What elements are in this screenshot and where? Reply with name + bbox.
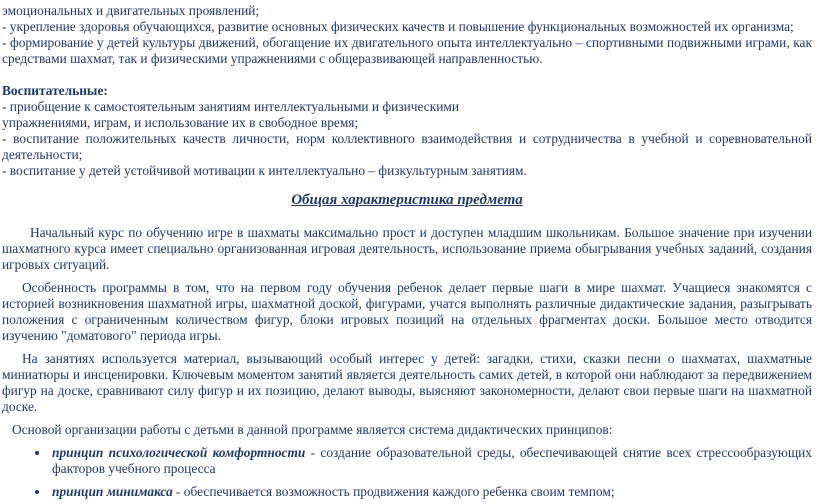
paragraph-didactic-principles: Основой организации работы с детьми в данной программе является система дидактических принципов: — [12, 422, 613, 437]
paragraph-lesson-material: На занятиях используется материал, вызывающий особый интерес у детей: загадки, стихи, сказки песни о шахматах, шахматные миниатюры и инсценировки. Ключевым моментом занятий является деятельность самих детей, в которой они наблюдают за передвижением фигур на доске, сравнивают силу фигур и их позицию, делают выводы, выясняют закономерности, делают свои первые шаги на шахматной доске. — [2, 351, 812, 414]
principles-list — [2, 445, 812, 500]
principle-description: - обеспечивается возможность продвижения каждого ребенка своим темпом; — [172, 484, 615, 499]
intro-fragment-line: эмоциональных и двигательных проявлений; — [2, 3, 260, 18]
principle-term: принцип минимакса — [52, 484, 173, 499]
vospit-item-motivation: - воспитание у детей устойчивой мотивации к интеллектуально – физкультурным занятиям. — [2, 163, 527, 178]
principle-term: принцип психологической комфортности — [52, 445, 306, 460]
intro-item-movement-culture: - формирование у детей культуры движений, обогащение их двигательного опыта интеллектуально – спортивными подвижными играми, как средствами шахмат, так и физическими упражнениями с общеразвивающей направленностью. — [2, 35, 812, 66]
paragraph-program-feature: Особенность программы в том, что на первом году обучения ребенок делает первые шаги в мире шахмат. Учащиеся знакомятся с историей возникновения шахматной игры, шахматной доской, фигурами, учатся выполнять различные дидактические задания, разыгрывать положения с ограниченным количеством фигур, блоки игровых позиций на отдельных фрагментах доски. Большое место отводится изучению "доматового" периода игры. — [2, 280, 812, 343]
heading-vospitatelnye: Воспитательные: — [2, 83, 108, 98]
principle-item-comfort — [50, 445, 812, 477]
section-title: Общая характеристика предмета — [291, 192, 523, 208]
vospit-item-positive-qualities: - воспитание положительных качеств личности, норм коллективного взаимодействия и сотрудничества в учебной и соревновательной деятельности; — [2, 131, 812, 162]
principle-item-minimax — [50, 484, 812, 500]
intro-item-strengthening-health: - укрепление здоровья обучающихся, развитие основных физических качеств и повышение функциональных возможностей их организма; — [2, 19, 794, 34]
principle-description: - создание образовательной среды, обеспечивающей снятие всех стрессообразующих факторов учебного процесса — [52, 445, 812, 476]
vospit-item-self-study-line1: - приобщение к самостоятельным занятиям интеллектуальными и физическими — [2, 99, 460, 114]
vospit-item-self-study-line2: упражнениями, играм, и использование их в свободное время; — [2, 115, 359, 130]
paragraph-beginner-course: Начальный курс по обучению игре в шахматы максимально прост и доступен младшим школьникам. Большое значение при изучении шахматного курса имеет специально организованная игровая деятельность, использование приема обыгрывания учебных заданий, создания игровых ситуаций. — [2, 225, 812, 272]
